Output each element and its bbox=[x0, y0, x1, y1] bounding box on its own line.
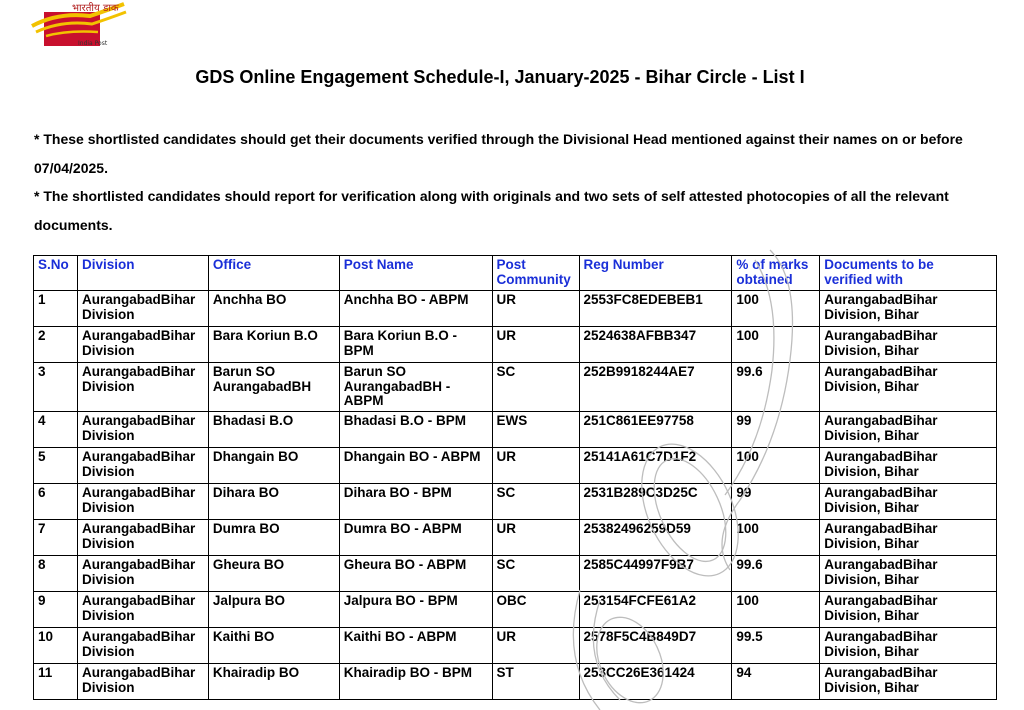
cell-documents: AurangabadBihar Division, Bihar bbox=[820, 412, 997, 448]
table-row bbox=[34, 448, 997, 484]
cell-office: Khairadip BO bbox=[208, 664, 339, 700]
cell-marks: 100 bbox=[732, 592, 820, 628]
cell-post-name: Bhadasi B.O - BPM bbox=[339, 412, 492, 448]
cell-sno: 7 bbox=[34, 520, 78, 556]
table-row bbox=[34, 664, 997, 700]
cell-sno: 3 bbox=[34, 363, 78, 412]
header-sno: S.No bbox=[34, 256, 78, 291]
cell-post-name: Khairadip BO - BPM bbox=[339, 664, 492, 700]
cell-marks: 99 bbox=[732, 484, 820, 520]
logo-subtext: India Post bbox=[78, 40, 108, 47]
cell-sno: 8 bbox=[34, 556, 78, 592]
cell-sno: 9 bbox=[34, 592, 78, 628]
header-reg-number: Reg Number bbox=[579, 256, 732, 291]
cell-sno: 6 bbox=[34, 484, 78, 520]
cell-documents: AurangabadBihar Division, Bihar bbox=[820, 291, 997, 327]
cell-sno: 1 bbox=[34, 291, 78, 327]
cell-sno: 2 bbox=[34, 327, 78, 363]
header-post-name: Post Name bbox=[339, 256, 492, 291]
cell-office: Gheura BO bbox=[208, 556, 339, 592]
cell-community: ST bbox=[492, 664, 579, 700]
cell-documents: AurangabadBihar Division, Bihar bbox=[820, 556, 997, 592]
header-marks: % of marks obtained bbox=[732, 256, 820, 291]
cell-office: Barun SO AurangabadBH bbox=[208, 363, 339, 412]
cell-reg-number: 253CC26E361424 bbox=[579, 664, 732, 700]
header-post-community: Post Community bbox=[492, 256, 579, 291]
cell-documents: AurangabadBihar Division, Bihar bbox=[820, 628, 997, 664]
table-row bbox=[34, 363, 997, 412]
table-row bbox=[34, 520, 997, 556]
header-division: Division bbox=[77, 256, 208, 291]
cell-marks: 99 bbox=[732, 412, 820, 448]
cell-documents: AurangabadBihar Division, Bihar bbox=[820, 363, 997, 412]
cell-sno: 5 bbox=[34, 448, 78, 484]
cell-marks: 94 bbox=[732, 664, 820, 700]
cell-documents: AurangabadBihar Division, Bihar bbox=[820, 327, 997, 363]
cell-community: EWS bbox=[492, 412, 579, 448]
cell-community: UR bbox=[492, 520, 579, 556]
cell-post-name: Jalpura BO - BPM bbox=[339, 592, 492, 628]
cell-division: AurangabadBihar Division bbox=[77, 484, 208, 520]
cell-reg-number: 2553FC8EDEBEB1 bbox=[579, 291, 732, 327]
cell-community: SC bbox=[492, 556, 579, 592]
cell-reg-number: 2531B289C3D25C bbox=[579, 484, 732, 520]
cell-office: Dhangain BO bbox=[208, 448, 339, 484]
cell-division: AurangabadBihar Division bbox=[77, 327, 208, 363]
cell-office: Jalpura BO bbox=[208, 592, 339, 628]
cell-reg-number: 251C861EE97758 bbox=[579, 412, 732, 448]
note-2: * The shortlisted candidates should report for verification along with originals and two sets of self attested photocopies of all the relevant documents. bbox=[34, 188, 949, 233]
cell-post-name: Dhangain BO - ABPM bbox=[339, 448, 492, 484]
cell-division: AurangabadBihar Division bbox=[77, 664, 208, 700]
cell-reg-number: 25382496259D59 bbox=[579, 520, 732, 556]
cell-community: SC bbox=[492, 363, 579, 412]
cell-documents: AurangabadBihar Division, Bihar bbox=[820, 592, 997, 628]
cell-reg-number: 2578F5C4B849D7 bbox=[579, 628, 732, 664]
table-row bbox=[34, 412, 997, 448]
cell-documents: AurangabadBihar Division, Bihar bbox=[820, 664, 997, 700]
cell-community: UR bbox=[492, 327, 579, 363]
cell-division: AurangabadBihar Division bbox=[77, 556, 208, 592]
cell-office: Bhadasi B.O bbox=[208, 412, 339, 448]
cell-sno: 4 bbox=[34, 412, 78, 448]
cell-division: AurangabadBihar Division bbox=[77, 291, 208, 327]
cell-community: SC bbox=[492, 484, 579, 520]
cell-marks: 100 bbox=[732, 291, 820, 327]
cell-post-name: Anchha BO - ABPM bbox=[339, 291, 492, 327]
cell-post-name: Dumra BO - ABPM bbox=[339, 520, 492, 556]
table-row bbox=[34, 628, 997, 664]
cell-community: UR bbox=[492, 448, 579, 484]
table-row bbox=[34, 484, 997, 520]
cell-reg-number: 253154FCFE61A2 bbox=[579, 592, 732, 628]
logo-text: भारतीय डाक bbox=[72, 3, 119, 14]
cell-office: Kaithi BO bbox=[208, 628, 339, 664]
cell-post-name: Kaithi BO - ABPM bbox=[339, 628, 492, 664]
cell-sno: 11 bbox=[34, 664, 78, 700]
table-row bbox=[34, 291, 997, 327]
cell-marks: 100 bbox=[732, 327, 820, 363]
cell-community: OBC bbox=[492, 592, 579, 628]
cell-division: AurangabadBihar Division bbox=[77, 520, 208, 556]
table-row bbox=[34, 556, 997, 592]
cell-documents: AurangabadBihar Division, Bihar bbox=[820, 520, 997, 556]
cell-division: AurangabadBihar Division bbox=[77, 592, 208, 628]
cell-reg-number: 2524638AFBB347 bbox=[579, 327, 732, 363]
cell-post-name: Gheura BO - ABPM bbox=[339, 556, 492, 592]
cell-community: UR bbox=[492, 291, 579, 327]
cell-division: AurangabadBihar Division bbox=[77, 448, 208, 484]
cell-reg-number: 2585C44997F9B7 bbox=[579, 556, 732, 592]
cell-marks: 99.5 bbox=[732, 628, 820, 664]
cell-office: Dihara BO bbox=[208, 484, 339, 520]
table-row bbox=[34, 592, 997, 628]
note-1: * These shortlisted candidates should get their documents verified through the Divisional Head mentioned against their names on or before 07/04/2025. bbox=[34, 131, 963, 176]
cell-reg-number: 252B9918244AE7 bbox=[579, 363, 732, 412]
cell-division: AurangabadBihar Division bbox=[77, 363, 208, 412]
cell-reg-number: 25141A61C7D1F2 bbox=[579, 448, 732, 484]
cell-marks: 100 bbox=[732, 520, 820, 556]
table-row bbox=[34, 327, 997, 363]
cell-office: Anchha BO bbox=[208, 291, 339, 327]
cell-office: Dumra BO bbox=[208, 520, 339, 556]
cell-marks: 99.6 bbox=[732, 363, 820, 412]
notes bbox=[34, 125, 974, 239]
cell-documents: AurangabadBihar Division, Bihar bbox=[820, 484, 997, 520]
cell-post-name: Barun SO AurangabadBH - ABPM bbox=[339, 363, 492, 412]
cell-office: Bara Koriun B.O bbox=[208, 327, 339, 363]
header-office: Office bbox=[208, 256, 339, 291]
cell-documents: AurangabadBihar Division, Bihar bbox=[820, 448, 997, 484]
cell-community: UR bbox=[492, 628, 579, 664]
candidates-table bbox=[33, 255, 997, 700]
cell-marks: 100 bbox=[732, 448, 820, 484]
cell-marks: 99.6 bbox=[732, 556, 820, 592]
cell-post-name: Bara Koriun B.O - BPM bbox=[339, 327, 492, 363]
page-title: GDS Online Engagement Schedule-I, January-2025 - Bihar Circle - List I bbox=[195, 67, 805, 87]
cell-division: AurangabadBihar Division bbox=[77, 412, 208, 448]
table-header-row bbox=[34, 256, 997, 291]
cell-division: AurangabadBihar Division bbox=[77, 628, 208, 664]
cell-sno: 10 bbox=[34, 628, 78, 664]
cell-post-name: Dihara BO - BPM bbox=[339, 484, 492, 520]
header-documents: Documents to be verified with bbox=[820, 256, 997, 291]
